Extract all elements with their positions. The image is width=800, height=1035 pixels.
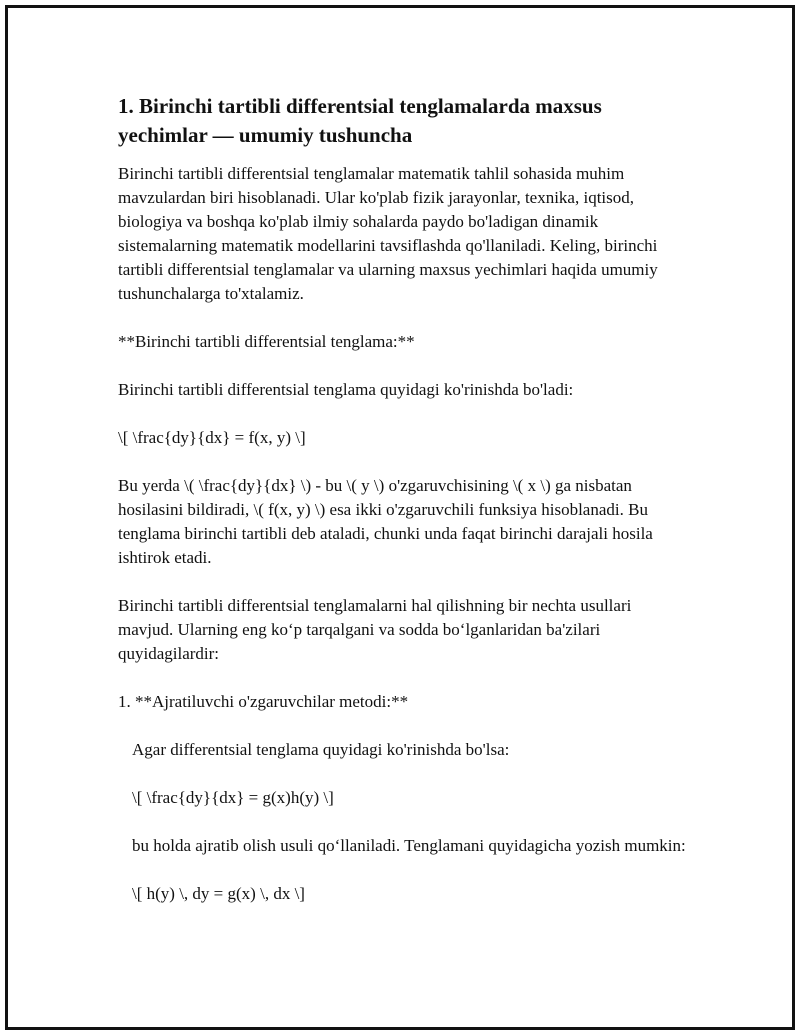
paragraph-gap xyxy=(118,354,688,378)
paragraph-gap xyxy=(118,402,688,426)
paragraph-gap xyxy=(118,306,688,330)
definition-paragraph: Birinchi tartibli differentsial tenglama quyidagi ko'rinishda bo'ladi: xyxy=(118,380,574,399)
equation-separable: \[ \frac{dy}{dx} = g(x)h(y) \] xyxy=(132,788,334,807)
explanation-paragraph: Bu yerda \( \frac{dy}{dx} \) - bu \( y \) o'zgaruvchisining \( x \) ga nisbatan hosilasini bildiradi, \( f(x, y) \) esa ikki o'zgaruvchili funksiya hisoblanadi. Bu tenglama birinchi tartibli deb ataladi, chunki unda faqat birinchi darajali hosila ishtirok etadi. xyxy=(118,476,658,567)
definition-subheading: **Birinchi tartibli differentsial tenglama:** xyxy=(118,332,415,351)
method-1-explanation-text: bu holda ajratib olish usuli qoʻllaniladi. Tenglamani quyidagicha yozish mumkin: xyxy=(132,836,686,855)
section-heading: 1. Birinchi tartibli differentsial tenglamalarda maxsus yechimlar — umumiy tushuncha xyxy=(118,94,602,147)
paragraph-gap xyxy=(118,714,688,738)
paragraph-gap xyxy=(118,450,688,474)
method-1-heading: 1. **Ajratiluvchi o'zgaruvchilar metodi:** xyxy=(118,692,409,711)
equation-general: \[ \frac{dy}{dx} = f(x, y) \] xyxy=(118,428,306,447)
paragraph-gap xyxy=(118,762,688,786)
method-1-condition: Agar differentsial tenglama quyidagi ko'rinishda bo'lsa: xyxy=(132,740,510,759)
methods-paragraph: Birinchi tartibli differentsial tenglamalarni hal qilishning bir nechta usullari mavjud. Ularning eng koʻp tarqalgani va sodda boʻlganlaridan ba'zilari quyidagilardir: xyxy=(118,596,636,663)
document-body xyxy=(118,92,688,906)
method-1-explanation xyxy=(118,834,688,858)
intro-paragraph: Birinchi tartibli differentsial tenglamalar matematik tahlil sohasida muhim mavzulardan biri hisoblanadi. Ular ko'plab fizik jarayonlar, texnika, iqtisod, biologiya va boshqa ko'plab ilmiy sohalarda paydo bo'ladigan dinamik sistemalarning matematik modellarini tavsiflashda qo'llaniladi. Keling, birinchi tartibli differentsial tenglamalar va ularning maxsus yechimlari haqida umumiy tushunchalarga to'xtalamiz. xyxy=(118,164,662,303)
paragraph-gap xyxy=(118,666,688,690)
paragraph-gap xyxy=(118,810,688,834)
equation-separated: \[ h(y) \, dy = g(x) \, dx \] xyxy=(132,884,305,903)
paragraph-gap xyxy=(118,858,688,882)
paragraph-gap xyxy=(118,570,688,594)
